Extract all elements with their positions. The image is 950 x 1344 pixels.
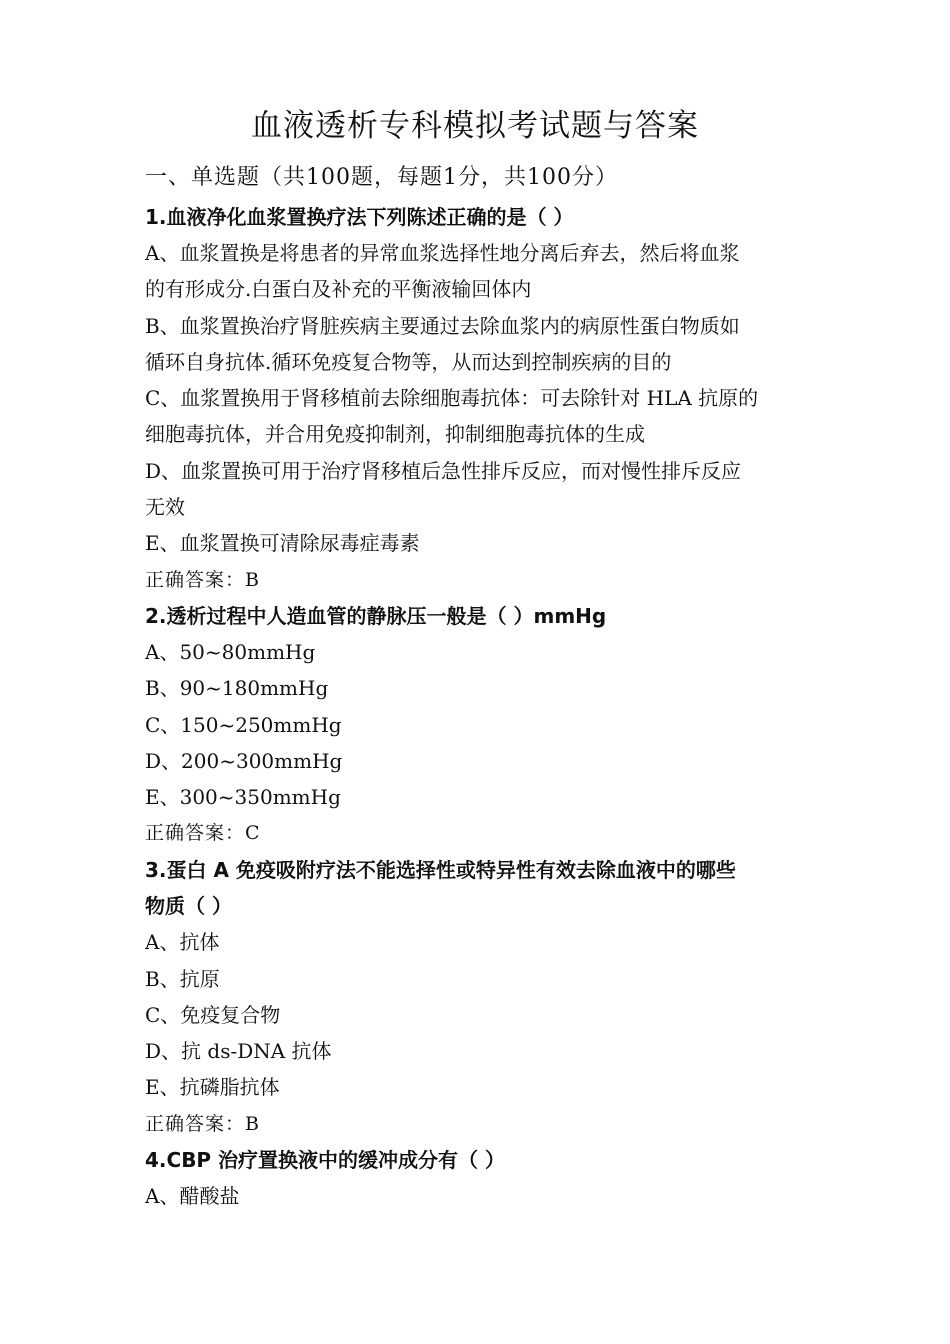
q1-option-c-cont: 细胞毒抗体，并合用免疫抑制剂，抑制细胞毒抗体的生成 (145, 422, 645, 446)
document-title: 血液透析专科模拟考试题与答案 (251, 108, 699, 144)
q3-option-c: C、免疫复合物 (145, 1003, 281, 1027)
section-heading: 一、单选题（共100题，每题1分，共100分） (145, 165, 618, 190)
q4-option-a: A、醋酸盐 (145, 1184, 240, 1208)
q1-option-d: D、血浆置换可用于治疗肾移植后急性排斥反应，而对慢性排斥反应 (145, 459, 742, 483)
q1-option-b: B、血浆置换治疗肾脏疾病主要通过去除血浆内的病原性蛋白物质如 (145, 314, 740, 338)
question-1: 1.血液净化血浆置换疗法下列陈述正确的是（ ） (145, 205, 574, 229)
question-4: 4.CBP 治疗置换液中的缓冲成分有（ ） (145, 1148, 506, 1172)
q3-option-e: E、抗磷脂抗体 (145, 1075, 280, 1099)
q1-option-b-cont: 循环自身抗体.循环免疫复合物等，从而达到控制疾病的目的 (145, 350, 672, 374)
q2-option-d: D、200~300mmHg (145, 749, 343, 773)
q1-option-e: E、血浆置换可清除尿毒症毒素 (145, 531, 420, 555)
q1-option-a-cont: 的有形成分.白蛋白及补充的平衡液输回体内 (145, 277, 532, 301)
question-3-cont: 物质（ ） (145, 894, 232, 918)
q1-answer: 正确答案：B (145, 569, 260, 591)
question-3: 3.蛋白 A 免疫吸附疗法不能选择性或特异性有效去除血液中的哪些 (145, 858, 736, 882)
question-2: 2.透析过程中人造血管的静脉压一般是（ ）mmHg (145, 604, 607, 628)
q3-option-b: B、抗原 (145, 967, 220, 991)
q2-option-b: B、90~180mmHg (145, 676, 329, 700)
q1-option-a: A、血浆置换是将患者的异常血浆选择性地分离后弃去，然后将血浆 (145, 241, 740, 265)
q3-option-d: D、抗 ds-DNA 抗体 (145, 1039, 332, 1063)
q1-option-c: C、血浆置换用于肾移植前去除细胞毒抗体：可去除针对 HLA 抗原的 (145, 386, 759, 410)
q3-option-a: A、抗体 (145, 930, 220, 954)
q3-answer: 正确答案：B (145, 1113, 260, 1135)
q1-option-d-cont: 无效 (145, 495, 185, 519)
q2-option-c: C、150~250mmHg (145, 713, 342, 737)
q2-answer: 正确答案：C (145, 822, 261, 844)
q2-option-e: E、300~350mmHg (145, 785, 341, 809)
q2-option-a: A、50~80mmHg (145, 640, 316, 664)
